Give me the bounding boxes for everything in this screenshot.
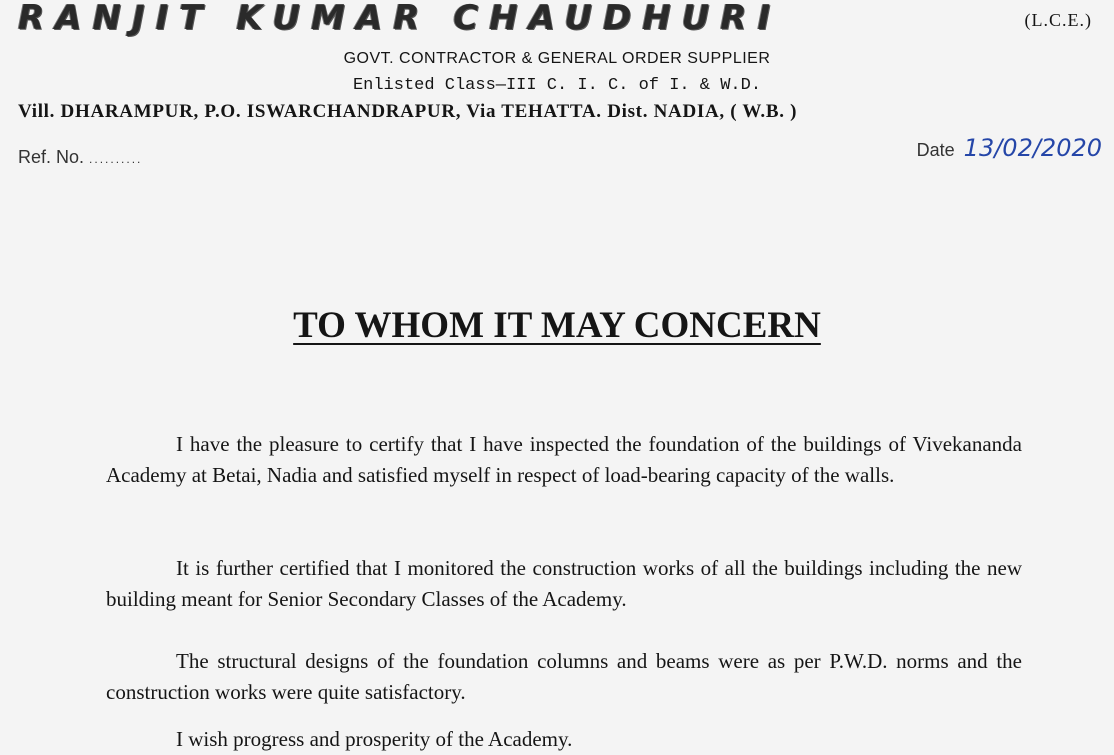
letterhead-name-line [18, 0, 1108, 44]
ref-label: Ref. No. [18, 147, 85, 167]
firm-tagline: GOVT. CONTRACTOR & GENERAL ORDER SUPPLIER [343, 50, 771, 67]
letter-title [0, 304, 1114, 347]
body-paragraph-2: It is further certified that I monitored the construction works of all the buildings including the new building meant for Senior Secondary Classes of the Academy. [106, 556, 1022, 611]
date-label: Date [916, 140, 955, 160]
body-paragraph-1: I have the pleasure to certify that I have inspected the foundation of the buildings of Vivekananda Academy at Betai, Nadia and satisfied myself in respect of load-bearing capacity of the walls. [106, 432, 1022, 487]
firm-address: Vill. DHARAMPUR, P.O. ISWARCHANDRAPUR, Via TEHATTA. Dist. NADIA, ( W.B. ) [18, 101, 798, 122]
body-paragraph-3: The structural designs of the foundation columns and beams were as per P.W.D. norms and the construction works were quite satisfactory. [106, 649, 1022, 704]
body-paragraph-4: I wish progress and prosperity of the Academy. [176, 727, 573, 751]
enlisted-class-line: Enlisted Class—III C. I. C. of I. & W.D. [352, 76, 762, 95]
reference-number [18, 147, 142, 168]
qualification-label: (L.C.E.) [1024, 10, 1092, 30]
letter-title-text: TO WHOM IT MAY CONCERN [293, 305, 821, 346]
firm-name: RANJIT KUMAR CHAUDHURI [18, 0, 782, 38]
ref-value: .......... [89, 152, 143, 166]
date-value: 13/02/2020 [963, 134, 1102, 162]
letter-date [917, 134, 1102, 162]
